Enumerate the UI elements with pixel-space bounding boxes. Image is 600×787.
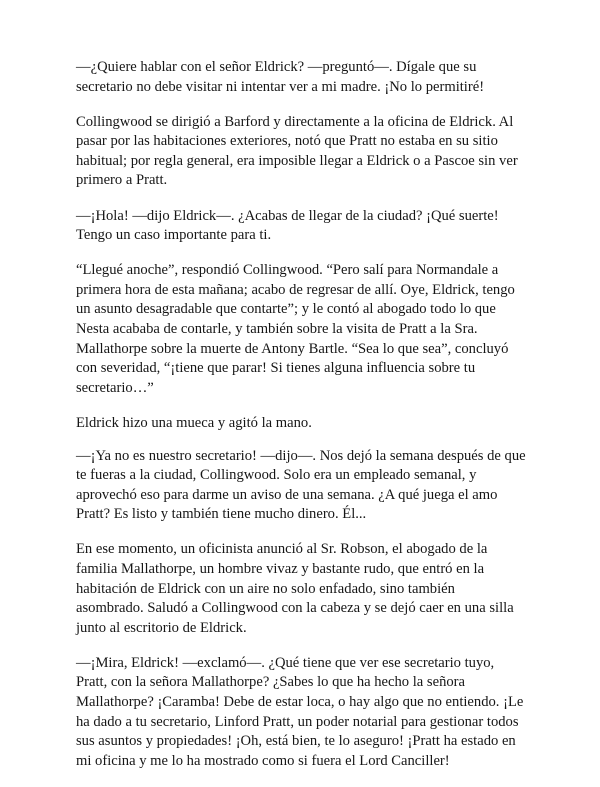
paragraph: En ese momento, un oficinista anunció al Sr. Robson, el abogado de la familia Mallathorpe, un hombre vivaz y bastante rudo, que entró en la habitación de Eldrick con un aire no solo enfadado, sino también asombrado. Saludó a Collingwood con la cabeza y se dejó caer en una silla junto al escritorio de Eldrick.	[76, 541, 514, 636]
body-text	[76, 58, 526, 787]
paragraph: Collingwood se dirigió a Barford y directamente a la oficina de Eldrick. Al pasar por las habitaciones exteriores, notó que Pratt no estaba en su sitio habitual; por regla general, era imposible llegar a Eldrick o a Pascoe sin ver primero a Pratt.	[76, 113, 518, 189]
paragraph: —¡Mira, Eldrick! —exclamó—. ¿Qué tiene que ver ese secretario tuyo, Pratt, con la señora Mallathorpe? ¿Sabes lo que ha hecho la señora Mallathorpe? ¡Caramba! Debe de estar loca, o hay algo que no entiendo. ¡Le ha dado a tu secretario, Linford Pratt, un poder notarial para gestionar todos sus asuntos y propiedades! ¡Oh, está bien, te lo aseguro! ¡Pratt ha estado en mi oficina y me lo ha mostrado como si fuera el Lord Canciller!	[76, 654, 524, 769]
paragraph: Eldrick hizo una mueca y agitó la mano.	[76, 414, 312, 431]
paragraph: —¡Ya no es nuestro secretario! —dijo—. Nos dejó la semana después de que te fueras a la ciudad, Collingwood. Solo era un empleado semanal, y aprovechó eso para darme un aviso de una semana. ¿A qué juega el amo Pratt? Es listo y también tiene mucho dinero. Él...	[76, 447, 526, 523]
paragraph: —¡Hola! —dijo Eldrick—. ¿Acabas de llegar de la ciudad? ¡Qué suerte! Tengo un caso importante para ti.	[76, 207, 499, 244]
paragraph: —¿Quiere hablar con el señor Eldrick? —preguntó—. Dígale que su secretario no debe visitar ni intentar ver a mi madre. ¡No lo permitiré!	[76, 59, 485, 95]
paragraph: “Llegué anoche”, respondió Collingwood. “Pero salí para Normandale a primera hora de esta mañana; acabo de regresar de allí. Oye, Eldrick, tengo un asunto desagradable que contarte”; y le contó al abogado todo lo que Nesta acababa de contarle, y también sobre la visita de Pratt a la Sra. Mallathorpe sobre la muerte de Antony Bartle. “Sea lo que sea”, concluyó con severidad, “¡tiene que parar! Si tienes alguna influencia sobre tu secretario…”	[76, 262, 515, 396]
